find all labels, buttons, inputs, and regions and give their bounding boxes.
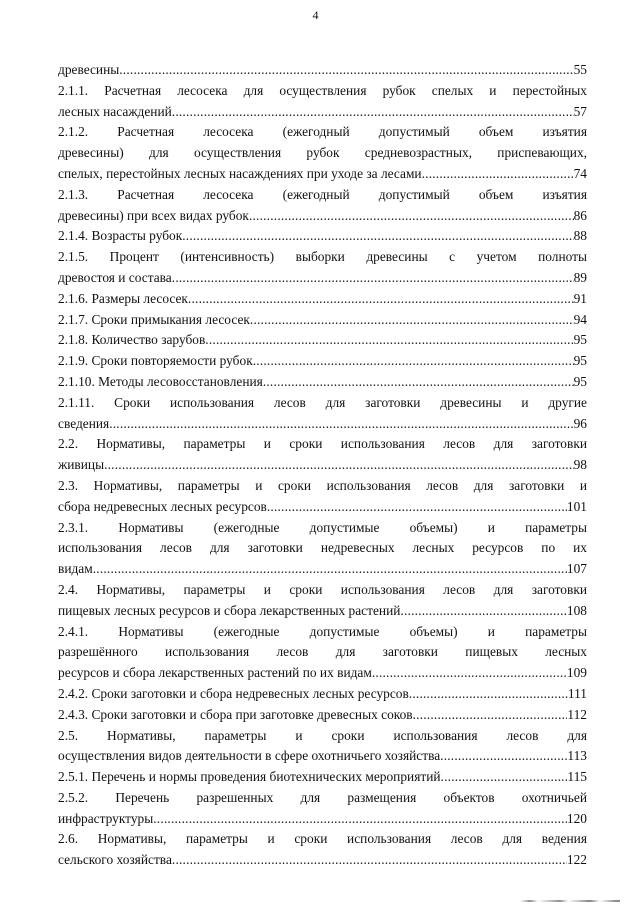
dot-leader <box>119 60 573 81</box>
toc-entry-line: 2.6. Нормативы, параметры и сроки использования лесов для ведения <box>58 831 587 847</box>
toc-entry-final-line <box>58 164 587 185</box>
toc-entry-final-line <box>58 60 587 81</box>
toc-entry[interactable] <box>58 434 587 476</box>
toc-page-number: 115 <box>567 769 587 785</box>
toc-entry-line: разрешённого использования лесов для заготовки пищевых лесных <box>58 644 587 660</box>
dot-leader <box>205 330 573 351</box>
dot-leader <box>400 601 566 622</box>
dot-leader <box>172 850 567 871</box>
dot-leader <box>422 164 574 185</box>
toc-entry-final-line <box>58 268 587 289</box>
toc-entry-final-line <box>58 206 587 227</box>
toc-page-number: 88 <box>573 228 587 244</box>
toc-entry-title: древесины) при всех видах рубок <box>58 207 249 223</box>
toc-entry[interactable] <box>58 310 587 331</box>
toc-page-number: 55 <box>573 62 587 77</box>
toc-entry-line: 2.2. Нормативы, параметры и сроки использования лесов для заготовки <box>58 436 587 452</box>
toc-entry-final-line <box>58 746 587 767</box>
toc-entry-title: сбора недревесных лесных ресурсов <box>58 498 267 514</box>
toc-entry-title: спелых, перестойных лесных насаждениях при уходе за лесами <box>58 165 422 181</box>
toc-entry[interactable] <box>58 767 587 788</box>
toc-entry-title: древостоя и состава <box>58 269 172 285</box>
toc-entry-title: лесных насаждений <box>58 103 172 119</box>
toc-entry-final-line <box>58 809 587 830</box>
toc-entry-line: 2.1.3. Расчетная лесосека (ежегодный допустимый объем изъятия <box>58 186 587 202</box>
toc-entry[interactable] <box>58 518 587 580</box>
dot-leader <box>253 351 574 372</box>
dot-leader <box>172 102 574 123</box>
toc-entry-line: 2.1.2. Расчетная лесосека (ежегодный допустимый объем изъятия <box>58 124 587 140</box>
toc-entry-line: 2.1.11. Сроки использования лесов для заготовки древесины и другие <box>58 394 587 410</box>
toc-entry-final-line <box>58 226 587 247</box>
dot-leader <box>372 663 567 684</box>
dot-leader <box>249 206 574 227</box>
toc-entry[interactable] <box>58 476 587 518</box>
dot-leader <box>409 684 568 705</box>
toc-entry-title: осуществления видов деятельности в сфере охотничьего хозяйства <box>58 748 441 764</box>
toc-entry-title: 2.1.9. Сроки повторяемости рубок <box>58 353 253 369</box>
toc-entry[interactable] <box>58 684 587 705</box>
toc-entry[interactable] <box>58 185 587 227</box>
toc-entry-title: древесины <box>58 62 120 77</box>
toc-entry-final-line <box>58 684 587 705</box>
toc-entry-line: 2.3.1. Нормативы (ежегодные допустимые объемы) и параметры <box>58 519 587 535</box>
toc-entry-final-line <box>58 310 587 331</box>
toc-entry-line: 2.5. Нормативы, параметры и сроки использования лесов для <box>58 727 587 743</box>
dot-leader <box>172 268 574 289</box>
toc-entry-title: живицы <box>58 457 105 473</box>
toc-entry-line: 2.1.5. Процент (интенсивность) выборки древесины с учетом полноты <box>58 249 587 265</box>
dot-leader <box>109 414 573 435</box>
dot-leader <box>93 559 567 580</box>
toc-entry-title: сельского хозяйства <box>58 852 172 868</box>
toc-page-number: 86 <box>573 207 587 223</box>
dot-leader <box>267 497 567 518</box>
dot-leader <box>104 455 574 476</box>
toc-page-number: 122 <box>566 852 587 868</box>
scan-artifact <box>520 900 620 902</box>
toc-entry-title: ресурсов и сбора лекарственных растений по их видам <box>58 665 372 681</box>
toc-entry-line: использования лесов для заготовки недревесных лесных ресурсов по их <box>58 540 587 556</box>
toc-entry-final-line <box>58 705 587 726</box>
toc-entry-final-line <box>58 351 587 372</box>
dot-leader <box>263 372 574 393</box>
toc-page-number: 108 <box>566 602 587 618</box>
toc-entry-final-line <box>58 663 587 684</box>
toc-entry[interactable] <box>58 726 587 768</box>
page-number: 4 <box>312 8 319 22</box>
toc-entry[interactable] <box>58 622 587 684</box>
toc-entry-final-line <box>58 601 587 622</box>
toc-page-number: 91 <box>573 290 587 306</box>
toc-entry-line: 2.4.1. Нормативы (ежегодные допустимые объемы) и параметры <box>58 623 587 639</box>
toc-entry[interactable] <box>58 60 587 81</box>
toc-page-number: 109 <box>566 665 587 681</box>
toc-entry[interactable] <box>58 81 587 123</box>
toc-entry-title: 2.5.1. Перечень и нормы проведения биотехнических мероприятий <box>58 769 441 785</box>
toc-page-number: 57 <box>573 103 587 119</box>
toc-entry-title: 2.1.10. Методы лесовосстановления <box>58 373 263 389</box>
toc-page-number: 98 <box>573 457 587 473</box>
dot-leader <box>441 767 568 788</box>
toc-entry-final-line <box>58 289 587 310</box>
toc-page-number: 111 <box>567 685 587 701</box>
dot-leader <box>153 809 567 830</box>
toc-entry-final-line <box>58 102 587 123</box>
toc-entry[interactable] <box>58 788 587 830</box>
toc-entry-title: 2.4.2. Сроки заготовки и сбора недревесных лесных ресурсов <box>58 685 409 701</box>
toc-entry-final-line <box>58 455 587 476</box>
toc-entry-line: 2.1.1. Расчетная лесосека для осуществления рубок спелых и перестойных <box>58 82 587 98</box>
toc-entry-title: сведения <box>58 415 110 431</box>
toc-page-number: 89 <box>573 269 587 285</box>
toc-entry-final-line <box>58 559 587 580</box>
toc-entry-title: 2.1.6. Размеры лесосек <box>58 290 188 306</box>
toc-entry-title: пищевых лесных ресурсов и сбора лекарственных растений <box>58 602 401 618</box>
toc-entry[interactable] <box>58 226 587 247</box>
toc-entry[interactable] <box>58 829 587 871</box>
toc-page-number: 120 <box>566 810 587 826</box>
toc-entry-final-line <box>58 330 587 351</box>
toc-entry-title: 2.4.3. Сроки заготовки и сбора при заготовке древесных соков <box>58 706 413 722</box>
toc-entry[interactable] <box>58 705 587 726</box>
toc-page-number: 74 <box>573 165 587 181</box>
dot-leader <box>182 226 573 247</box>
toc-page-number: 107 <box>566 561 587 577</box>
table-of-contents <box>58 60 587 871</box>
toc-entry[interactable] <box>58 372 587 393</box>
dot-leader <box>413 705 568 726</box>
toc-page-number: 95 <box>573 353 587 369</box>
toc-entry-line: древесины) для осуществления рубок средневозрастных, приспевающих, <box>58 145 587 161</box>
toc-entry[interactable] <box>58 330 587 351</box>
toc-entry-title: 2.1.4. Возрасты рубок <box>58 228 183 244</box>
toc-page-number: 113 <box>567 748 587 764</box>
toc-entry-title: 2.1.8. Количество зарубов <box>58 332 206 348</box>
toc-page-number: 94 <box>573 311 587 327</box>
toc-entry-final-line <box>58 497 587 518</box>
toc-page-number: 112 <box>567 706 587 722</box>
toc-entry[interactable] <box>58 289 587 310</box>
toc-entry[interactable] <box>58 351 587 372</box>
toc-entry-final-line <box>58 767 587 788</box>
toc-entry-title: 2.1.7. Сроки примыкания лесосек <box>58 311 250 327</box>
toc-page-number: 96 <box>573 415 587 431</box>
dot-leader <box>188 289 574 310</box>
toc-page-number: 95 <box>573 332 587 348</box>
toc-entry-final-line <box>58 372 587 393</box>
toc-entry-line: 2.5.2. Перечень разрешенных для размещения объектов охотничьей <box>58 789 587 805</box>
toc-entry[interactable] <box>58 247 587 289</box>
toc-entry-final-line <box>58 850 587 871</box>
toc-entry-title: видам <box>58 561 93 577</box>
toc-page-number: 95 <box>573 373 587 389</box>
toc-entry-title: инфраструктуры <box>58 810 154 826</box>
dot-leader <box>250 310 574 331</box>
toc-entry[interactable] <box>58 580 587 622</box>
toc-entry-line: 2.4. Нормативы, параметры и сроки использования лесов для заготовки <box>58 581 587 597</box>
toc-entry[interactable] <box>58 393 587 435</box>
toc-entry-line: 2.3. Нормативы, параметры и сроки использования лесов для заготовки и <box>58 477 587 493</box>
toc-page-number: 101 <box>566 498 587 514</box>
dot-leader <box>440 746 567 767</box>
toc-entry-final-line <box>58 414 587 435</box>
toc-entry[interactable] <box>58 122 587 184</box>
